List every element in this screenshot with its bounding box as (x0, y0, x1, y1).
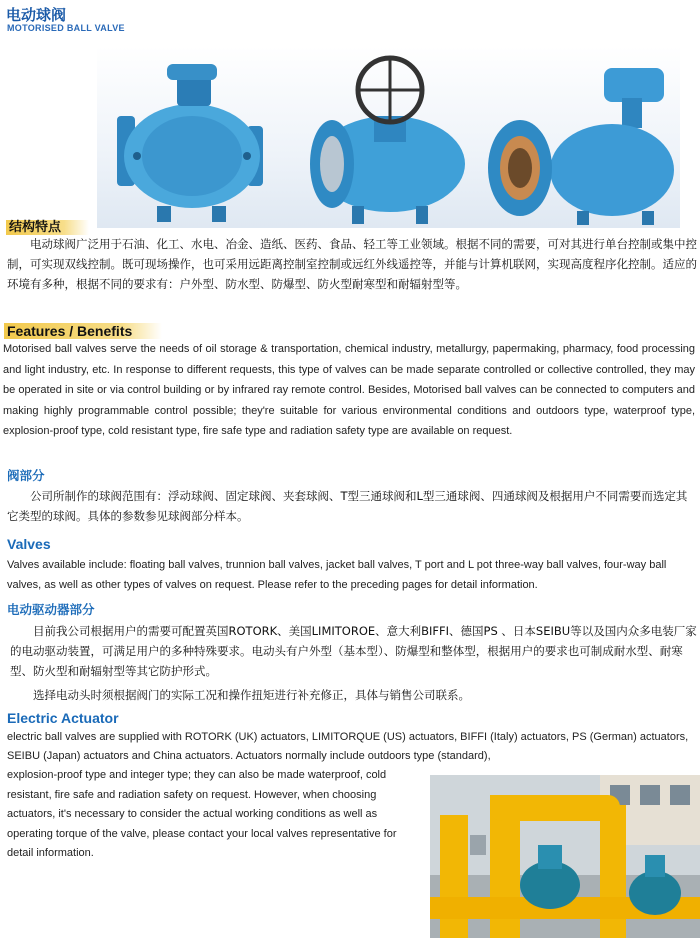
actuator-en-paragraph-continued: explosion-proof type and integer type; they can also be made waterproof, cold resistant, fire safe and radiation safety on request. However, when choosing actuators, it's necessary to consider the actual working conditions as well as operating torque of the valve, please contact your local valves representative for detail information. (7, 769, 397, 859)
valve-photo-2 (292, 46, 482, 228)
structure-paragraph: 电动球阀广泛用于石油、化工、水电、冶金、造纸、医药、食品、轻工等工业领域。根据不同的需要，可对其进行单台控制或集中控制，可实现双线控制。既可现场操作，也可采用远距离控制室控制或远红外线遥控等，并能与计算机联网，实现高度程序化控制。适应的环境有多种，根据不同的要求有：户外型、防水型、防爆型、防火型耐寒型和耐辐射型等。 (7, 237, 697, 291)
actuator-cn-paragraph-1: 目前我公司根据用户的需要可配置英国ROTORK、美国LIMITOROE、意大利BIFFI、德国PS 、日本SEIBU等以及国内众多电装厂家的电动驱动装置，可满足用户的多种特殊要求。电动头有户外型（基本型）、防爆型和整体型，根据用户的要求也可制成耐水型、耐寒型、防火型和耐辐射型等其它防护形式。 (10, 624, 697, 678)
valve-part-heading: 阀部分 (7, 468, 45, 483)
features-heading: Features / Benefits (4, 321, 162, 340)
features-paragraph: Motorised ball valves serve the needs of oil storage & transportation, chemical industry, metallurgy, papermaking, pharmacy, food processing and light industry, etc. In response to different requests, this type of valves can be made separate controlled or collective controlled, they may be operated in site or via control building or by infrared ray remote control. Besides, Motorised ball valves can be connected to computers and making highly programmable control possible; they're suitable for various environmental conditions and outdoors type, waterproof type, explosion-proof type, cold resistant type, fire safe type and radiation safety type are available on request. (3, 343, 695, 437)
page-subtitle: MOTORISED BALL VALVE (7, 23, 125, 33)
installation-photo-image (430, 775, 700, 938)
valves-heading: Valves (7, 536, 51, 552)
page-title: 电动球阀 (6, 6, 67, 24)
valve-part-paragraph: 公司所制作的球阀范围有：浮动球阀、固定球阀、夹套球阀、T型三通球阀和L型三通球阀、四通球阀及根据用户不同需要而选定其它类型的球阀。具体的参数参见球阀部分样本。 (7, 489, 688, 523)
actuator-en-paragraph: electric ball valves are supplied with ROTORK (UK) actuators, LIMITORQUE (US) actuators, BIFFI (Italy) actuators, PS (German) actuators, SEIBU (Japan) actuators and China actuators. Actuators normally include outdoors type (standard), (7, 731, 689, 762)
actuator-cn-heading: 电动驱动器部分 (7, 602, 95, 617)
valve-photo-1 (97, 46, 292, 228)
installation-photo (430, 775, 700, 938)
valve-photo-3 (482, 46, 680, 228)
valves-paragraph: Valves available include: floating ball valves, trunnion ball valves, jacket ball valves, T port and L pot three-way ball valves, four-way ball valves, as well as other types of valves on request. Please refer to the preceding pages for detail information. (7, 559, 667, 591)
structure-heading: 结构特点 (6, 216, 89, 235)
actuator-cn-paragraph-2: 选择电动头时须根据阀门的实际工况和操作扭矩进行补充修正，具体与销售公司联系。 (33, 688, 470, 702)
product-photo-strip (97, 46, 680, 228)
actuator-en-heading: Electric Actuator (7, 710, 119, 726)
